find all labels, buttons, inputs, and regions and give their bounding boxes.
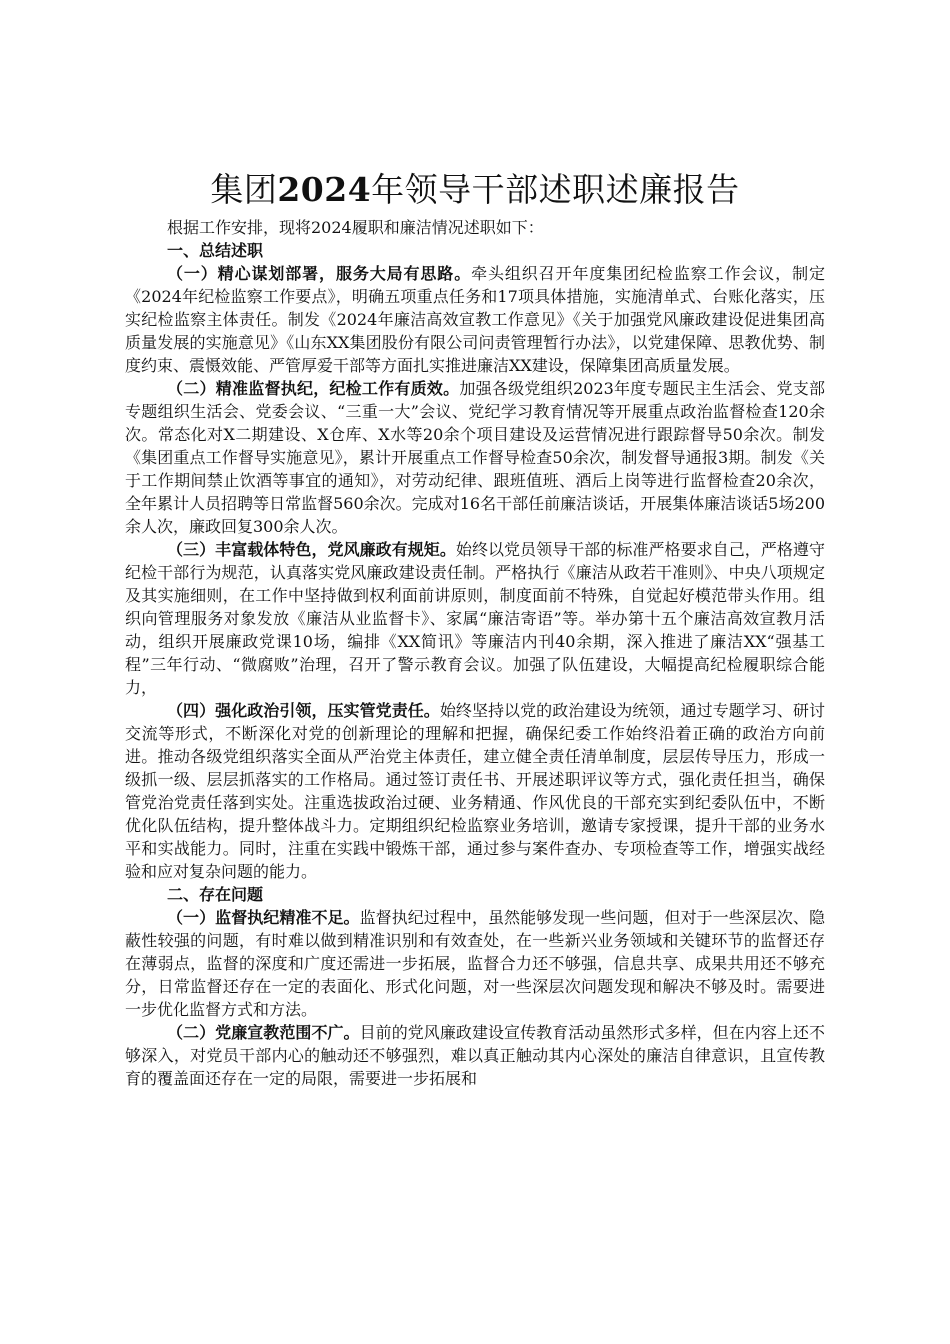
title-suffix: 年领导干部述职述廉报告: [371, 170, 740, 209]
paragraph-lead: （四）强化政治引领，压实管党责任。: [167, 701, 440, 720]
section-heading: 一、总结述职: [167, 241, 264, 260]
paragraph-body: 监督执纪过程中，虽然能够发现一些问题，但对于一些深层次、隐蔽性较强的问题，有时难以做到精准识别和有效查处，在一些新兴业务领域和关键环节的监督还存在薄弱点，监督的深度和广度还需进一步拓展，监督合力还不够强，信息共享、成果共用还不够充分，日常监督还存在一定的表面化、形式化问题，对一些深层次问题发现和解决不够及时。需要进一步优化监督方式和方法。: [125, 908, 825, 1019]
paragraph: [125, 906, 825, 1021]
paragraph: [125, 699, 825, 883]
paragraph-body: 始终坚持以党的政治建设为统领，通过专题学习、研讨交流等形式，不断深化对党的创新理论的理解和把握，确保纪委工作始终沿着正确的政治方向前进。推动各级党组织落实全面从严治党主体责任，建立健全责任清单制度，层层传导压力，形成一级抓一级、层层抓落实的工作格局。通过签订责任书、开展述职评议等方式，强化责任担当，确保管党治党责任落到实处。注重选拔政治过硬、业务精通、作风优良的干部充实到纪委队伍中，不断优化队伍结构，提升整体战斗力。定期组织纪检监察业务培训，邀请专家授课，提升干部的业务水平和实战能力。同时，注重在实践中锻炼干部，通过参与案件查办、专项检查等工作，增强实战经验和应对复杂问题的能力。: [125, 701, 825, 881]
paragraph: [125, 1021, 825, 1090]
paragraph-lead: （三）丰富载体特色，党风廉政有规矩。: [167, 540, 456, 559]
document-body: [125, 168, 825, 1090]
paragraph-lead: （一）监督执纪精准不足。: [167, 908, 360, 927]
paragraph-lead: （二）党廉宣教范围不广。: [167, 1023, 360, 1042]
paragraph-body: 目前的党风廉政建设宣传教育活动虽然形式多样，但在内容上还不够深入，对党员干部内心的触动还不够强烈，难以真正触动其内心深处的廉洁自律意识，且宣传教育的覆盖面还存在一定的局限，需要进一步拓展和: [125, 1023, 825, 1088]
paragraph: [125, 538, 825, 699]
paragraph-lead: （一）精心谋划部署，服务大局有思路。: [167, 264, 472, 283]
section-heading: 二、存在问题: [167, 885, 264, 904]
title-year: 2024: [277, 170, 372, 209]
paragraph: [125, 377, 825, 538]
paragraph-body: 加强各级党组织2023年度专题民主生活会、党支部专题组织生活会、党委会议、“三重一大”会议、党纪学习教育情况等开展重点政治监督检查120余次。常态化对X二期建设、X仓库、X水等20余个项目建设及运营情况进行跟踪督导50余次。制发《集团重点工作督导实施意见》，累计开展重点工作督导检查50余次，制发督导通报3期。制发《关于工作期间禁止饮酒等事宜的通知》，对劳动纪律、跟班值班、酒后上岗等进行监督检查20余次，全年累计人员招聘等日常监督560余次。完成对16名干部任前廉洁谈话，开展集体廉洁谈话5场200余人次，廉政回复300余人次。: [125, 379, 825, 536]
paragraph: [125, 262, 825, 377]
title-prefix: 集团: [210, 170, 278, 209]
paragraph-lead: （二）精准监督执纪，纪检工作有质效。: [167, 379, 460, 398]
paragraph-body: 始终以党员领导干部的标准严格要求自己，严格遵守纪检干部行为规范，认真落实党风廉政建设责任制。严格执行《廉洁从政若干准则》、中央八项规定及其实施细则，在工作中坚持做到权利面前讲原则，制度面前不特殊，自觉起好模范带头作用。组织向管理服务对象发放《廉洁从业监督卡》、家属“廉洁寄语”等。举办第十五个廉洁高效宣教月活动，组织开展廉政党课10场，编排《XX简讯》等廉洁内刊40余期，深入推进了廉洁XX“强基工程”三年行动、“微腐败”治理，召开了警示教育会议。加强了队伍建设，大幅提高纪检履职综合能力，: [125, 540, 825, 697]
paragraph-body: 牵头组织召开年度集团纪检监察工作会议，制定《2024年纪检监察工作要点》，明确五项重点任务和17项具体措施，实施清单式、台账化落实，压实纪检监察主体责任。制发《2024年廉洁高效宣教工作意见》《关于加强党风廉政建设促进集团高质量发展的实施意见》《山东XX集团股份有限公司问责管理暂行办法》，以党建保障、思教优势、制度约束、震慑效能、严管厚爱干部等方面扎实推进廉洁XX建设，保障集团高质量发展。: [125, 264, 825, 375]
intro-paragraph: 根据工作安排，现将2024履职和廉洁情况述职如下：: [167, 218, 544, 237]
document-title: [125, 168, 825, 212]
